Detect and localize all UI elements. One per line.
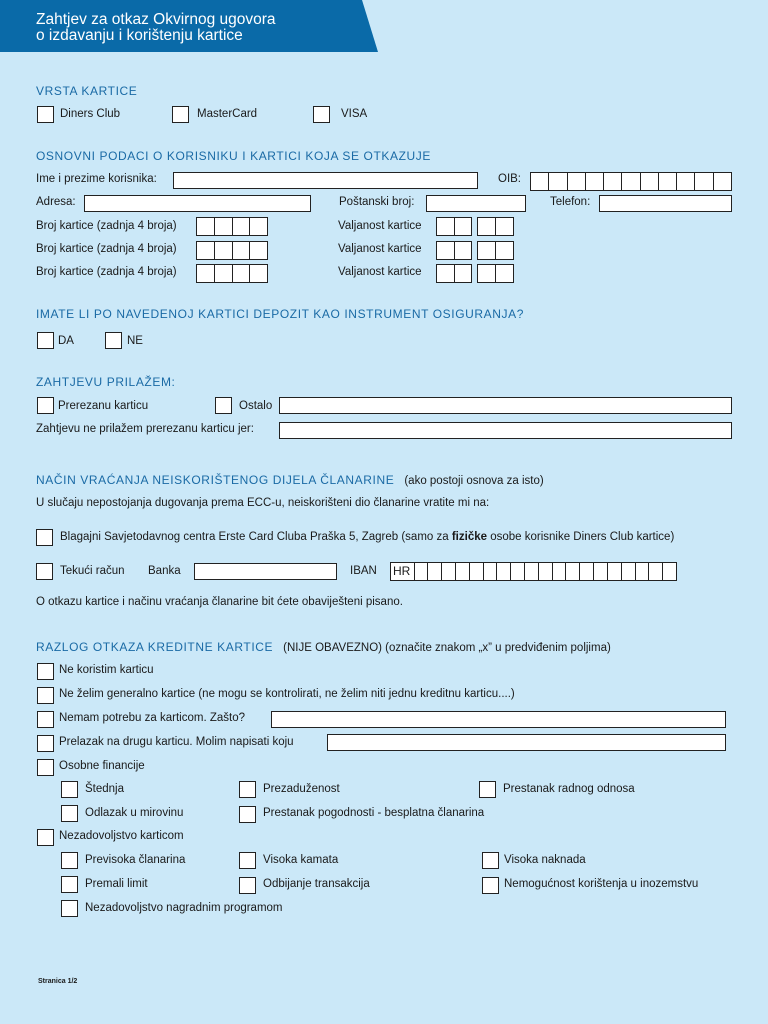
checkbox-current-account[interactable]	[36, 563, 53, 580]
checkbox-savings[interactable]	[61, 781, 78, 798]
address-field[interactable]	[84, 195, 311, 212]
checkbox-cut-card[interactable]	[37, 397, 54, 414]
label-free-membership-ended: Prestanak pogodnosti - besplatna članarina	[263, 807, 485, 819]
label-savings: Štednja	[85, 783, 125, 795]
label-card-number-2: Broj kartice (zadnja 4 broja)	[36, 243, 177, 255]
label-abroad-usage: Nemogućnost korištenja u inozemstvu	[504, 878, 699, 890]
label-oib: OIB:	[498, 173, 522, 185]
checkbox-over-indebtedness[interactable]	[239, 781, 256, 798]
card-number-field-2[interactable]	[196, 241, 268, 260]
label-visa: VISA	[341, 108, 368, 120]
form-title-line1: Zahtjev za otkaz Okvirnog ugovora	[36, 11, 276, 28]
label-card-validity-2: Valjanost kartice	[338, 243, 422, 255]
checkbox-abroad-usage[interactable]	[482, 877, 499, 894]
label-reason-personal-finance: Osobne financije	[59, 760, 145, 772]
oib-field[interactable]	[530, 172, 732, 191]
refund-intro-text: U slučaju nepostojanja dugovanja prema ECC-u, neiskorišteni dio članarine vratite mi na:	[36, 497, 490, 509]
checkbox-reason-not-using[interactable]	[37, 663, 54, 680]
label-deposit-no: NE	[127, 335, 143, 347]
refund-notice-text: O otkazu kartice i načinu vraćanja članarine bit ćete obaviješteni pisano.	[36, 596, 403, 608]
label-other: Ostalo	[239, 400, 273, 412]
phone-field[interactable]	[599, 195, 732, 212]
checkbox-high-fee[interactable]	[482, 852, 499, 869]
validity-year-field-2[interactable]	[477, 241, 514, 260]
label-reason-no-need: Nemam potrebu za karticom. Zašto?	[59, 712, 245, 724]
section-deposit-heading: IMATE LI PO NAVEDENOJ KARTICI DEPOZIT KAO INSTRUMENT OSIGURANJA?	[36, 307, 525, 321]
checkbox-job-termination[interactable]	[479, 781, 496, 798]
reason-switch-card-field[interactable]	[327, 734, 726, 751]
checkbox-retirement[interactable]	[61, 805, 78, 822]
label-iban: IBAN	[350, 565, 377, 577]
label-reason-switch-card: Prelazak na drugu karticu. Molim napisati koju	[59, 736, 294, 748]
checkbox-reason-no-need[interactable]	[37, 711, 54, 728]
checkbox-reason-no-cards[interactable]	[37, 687, 54, 704]
checkbox-visa[interactable]	[313, 106, 330, 123]
checkbox-mastercard[interactable]	[172, 106, 189, 123]
checkbox-high-interest[interactable]	[239, 852, 256, 869]
checkbox-free-membership-ended[interactable]	[239, 806, 256, 823]
postal-code-field[interactable]	[426, 195, 526, 212]
checkbox-diners[interactable]	[37, 106, 54, 123]
card-number-field-3[interactable]	[196, 264, 268, 283]
label-reason-not-using: Ne koristim karticu	[59, 664, 154, 676]
label-not-attaching-reason: Zahtjevu ne prilažem prerezanu karticu jer:	[36, 423, 254, 435]
label-rewards-program: Nezadovoljstvo nagradnim programom	[85, 902, 283, 914]
checkbox-reason-switch-card[interactable]	[37, 735, 54, 752]
iban-prefix: HR	[391, 563, 415, 580]
checkbox-cash-desk[interactable]	[36, 529, 53, 546]
reason-heading-note: (NIJE OBAVEZNO) (označite znakom „x” u predviđenim poljima)	[283, 642, 611, 654]
label-cut-card: Prerezanu karticu	[58, 400, 149, 412]
validity-year-field-1[interactable]	[477, 217, 514, 236]
label-card-number-3: Broj kartice (zadnja 4 broja)	[36, 266, 177, 278]
validity-month-field-1[interactable]	[436, 217, 472, 236]
label-deposit-yes: DA	[58, 335, 74, 347]
iban-field[interactable]	[390, 562, 677, 581]
section-basic-data-heading: OSNOVNI PODACI O KORISNIKU I KARTICI KOJA SE OTKAZUJE	[36, 149, 431, 163]
checkbox-high-membership[interactable]	[61, 852, 78, 869]
refund-heading-text: NAČIN VRAĆANJA NEISKORIŠTENOG DIJELA ČLANARINE	[36, 473, 395, 487]
label-address: Adresa:	[36, 196, 76, 208]
reason-no-need-field[interactable]	[271, 711, 726, 728]
section-attach-heading: ZAHTJEVU PRILAŽEM:	[36, 375, 176, 389]
checkbox-deposit-yes[interactable]	[37, 332, 54, 349]
label-postal-code: Poštanski broj:	[339, 196, 415, 208]
label-mastercard: MasterCard	[197, 108, 258, 120]
label-over-indebtedness: Prezaduženost	[263, 783, 340, 795]
checkbox-reason-dissatisfaction[interactable]	[37, 829, 54, 846]
label-card-validity-3: Valjanost kartice	[338, 266, 422, 278]
bank-field[interactable]	[194, 563, 337, 580]
checkbox-low-limit[interactable]	[61, 876, 78, 893]
validity-month-field-3[interactable]	[436, 264, 472, 283]
checkbox-reason-personal-finance[interactable]	[37, 759, 54, 776]
label-high-fee: Visoka naknada	[504, 854, 586, 866]
label-declined-transactions: Odbijanje transakcija	[263, 878, 370, 890]
not-attaching-reason-field[interactable]	[279, 422, 732, 439]
form-title-line2: o izdavanju i korištenju kartice	[36, 27, 243, 44]
label-current-account: Tekući račun	[60, 565, 125, 577]
full-name-field[interactable]	[173, 172, 478, 189]
section-reason-heading	[36, 640, 611, 654]
section-refund-heading	[36, 473, 544, 487]
label-job-termination: Prestanak radnog odnosa	[503, 783, 635, 795]
refund-heading-note: (ako postoji osnova za isto)	[404, 475, 544, 487]
label-reason-no-cards: Ne želim generalno kartice (ne mogu se kontrolirati, ne želim niti jednu kreditnu karticu....)	[59, 688, 515, 700]
label-diners: Diners Club	[60, 108, 121, 120]
checkbox-deposit-no[interactable]	[105, 332, 122, 349]
checkbox-declined-transactions[interactable]	[239, 877, 256, 894]
other-field[interactable]	[279, 397, 732, 414]
page-number: Stranica 1/2	[38, 978, 78, 985]
label-full-name: Ime i prezime korisnika:	[36, 173, 157, 185]
form-title	[36, 12, 366, 44]
reason-heading-text: RAZLOG OTKAZA KREDITNE KARTICE	[36, 640, 274, 654]
label-retirement: Odlazak u mirovinu	[85, 807, 184, 819]
section-card-type-heading: VRSTA KARTICE	[36, 84, 138, 98]
card-number-field-1[interactable]	[196, 217, 268, 236]
label-high-interest: Visoka kamata	[263, 854, 339, 866]
label-reason-dissatisfaction: Nezadovoljstvo karticom	[59, 830, 184, 842]
label-low-limit: Premali limit	[85, 878, 148, 890]
checkbox-other[interactable]	[215, 397, 232, 414]
label-cash-desk: Blagajni Savjetodavnog centra Erste Card Cluba Praška 5, Zagreb (samo za fizičke osobe korisnike Diners Club kartice)	[60, 531, 675, 543]
label-high-membership: Previsoka članarina	[85, 854, 186, 866]
label-card-validity-1: Valjanost kartice	[338, 220, 422, 232]
validity-year-field-3[interactable]	[477, 264, 514, 283]
label-phone: Telefon:	[550, 196, 591, 208]
validity-month-field-2[interactable]	[436, 241, 472, 260]
label-card-number-1: Broj kartice (zadnja 4 broja)	[36, 220, 177, 232]
checkbox-rewards-program[interactable]	[61, 900, 78, 917]
label-bank: Banka	[148, 565, 181, 577]
